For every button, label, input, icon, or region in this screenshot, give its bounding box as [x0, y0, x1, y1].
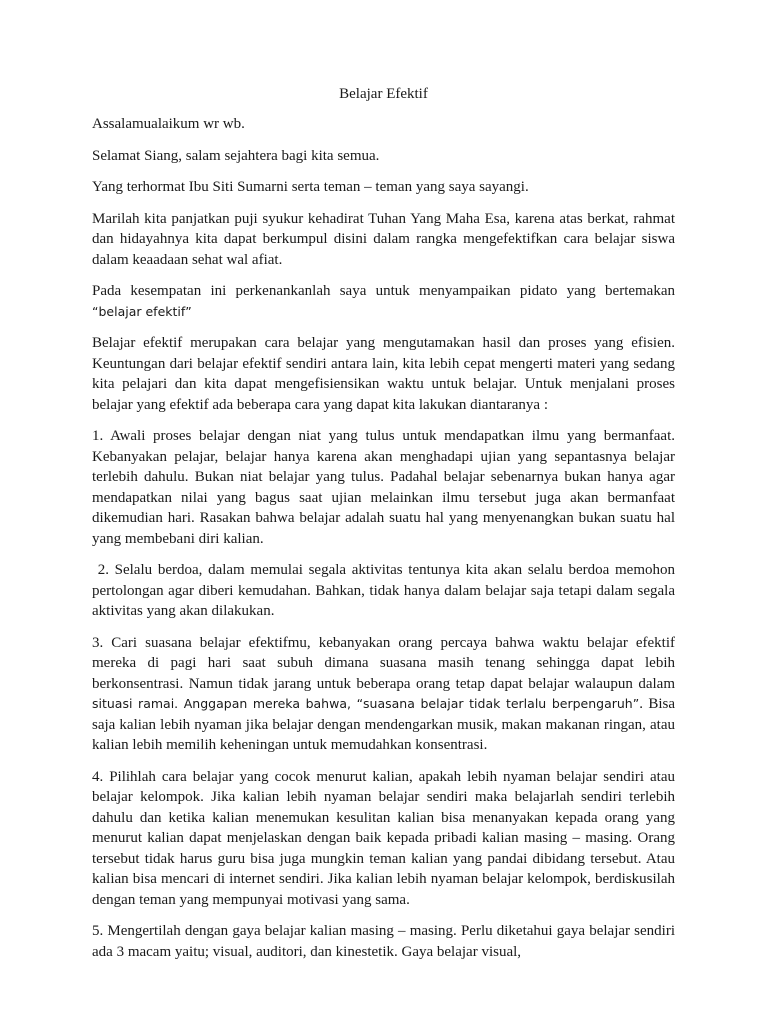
occasion-text: Pada kesempatan ini perkenankanlah saya untuk menyampaikan pidato yang bertemakan: [92, 283, 675, 299]
point-3-quote: situasi ramai. Anggapan mereka bahwa, “suasana belajar tidak terlalu berpengaruh”: [92, 696, 640, 711]
document-title: Belajar Efektif: [339, 86, 428, 102]
occasion-paragraph: [92, 281, 675, 322]
point-1-paragraph: 1. Awali proses belajar dengan niat yang tulus untuk mendapatkan ilmu yang bermanfaat. Kebanyakan pelajar, belajar hanya karena akan menghadapi ujian yang sepantasnya belajar terlebih dahulu. Bukan niat belajar yang tulus. Padahal belajar sebenarnya bukan hanya agar mendapatkan nilai yang bagus saat ujian melainkan ilmu tersebut juga akan bermanfaat dikemudian hari. Rasakan bahwa belajar adalah suatu hal yang menyenangkan bukan suatu hal yang membebani diri kalian.: [92, 428, 675, 547]
respect-paragraph: Yang terhormat Ibu Siti Sumarni serta teman – teman yang saya sayangi.: [92, 179, 529, 195]
occasion-theme: “belajar efektif”: [92, 303, 192, 319]
greeting-paragraph: Assalamualaikum wr wb.: [92, 116, 245, 132]
point-5-paragraph: 5. Mengertilah dengan gaya belajar kalian masing – masing. Perlu diketahui gaya belajar sendiri ada 3 macam yaitu; visual, auditori, dan kinestetik. Gaya belajar visual,: [92, 923, 675, 960]
salutation-paragraph: Selamat Siang, salam sejahtera bagi kita semua.: [92, 147, 380, 164]
point-2-paragraph: 2. Selalu berdoa, dalam memulai segala aktivitas tentunya kita akan selalu berdoa memohon pertolongan agar diberi kemudahan. Bahkan, tidak hanya dalam belajar saja tetapi dalam segala aktivitas yang akan dilakukan.: [92, 562, 675, 619]
definition-paragraph: Belajar efektif merupakan cara belajar yang mengutamakan hasil dan proses yang efisien. Keuntungan dari belajar efektif sendiri antara lain, kita lebih cepat mengerti materi yang sedang kita pelajari dan kita dapat mengefisiensikan waktu untuk belajar. Untuk menjalani proses belajar yang efektif ada beberapa cara yang dapat kita lakukan diantaranya :: [92, 335, 675, 413]
point-3-text-start: 3. Cari suasana belajar efektifmu, kebanyakan orang percaya bahwa waktu belajar efektif mereka di pagi hari saat subuh dimana suasana masih tenang sehingga dapat lebih berkonsentrasi. Namun tidak jarang untuk beberapa orang tetap dapat belajar walaupun dalam: [92, 634, 675, 692]
point-3-paragraph: [92, 633, 675, 756]
document-page: [92, 84, 675, 962]
opening-paragraph: Marilah kita panjatkan puji syukur kehadirat Tuhan Yang Maha Esa, karena atas berkat, rahmat dan hidayahnya kita dapat berkumpul disini dalam rangka mengefektifkan cara belajar siswa dalam keaadaan sehat wal afiat.: [92, 210, 675, 268]
point-3-text-end: . Bisa saja kalian lebih nyaman jika belajar dengan mendengarkan musik, makan makanan ringan, atau kalian lebih memilih keheningan untuk memudahkan konsentrasi.: [92, 696, 675, 753]
point-4-paragraph: 4. Pilihlah cara belajar yang cocok menurut kalian, apakah lebih nyaman belajar sendiri atau belajar kelompok. Jika kalian lebih nyaman belajar sendiri maka belajarlah sendiri terlebih dahulu dan ketika kalian menemukan kesulitan kalian bisa menanyakan kepada orang yang menurut kalian dapat menjelaskan dengan baik kepada pribadi kalian masing – masing. Orang tersebut tidak harus guru bisa juga mungkin teman kalian yang pandai dibidang tersebut. Atau kalian bisa mencari di internet sendiri. Jika kalian lebih nyaman belajar kelompok, berdiskusilah dengan teman yang mempunyai motivasi yang sama.: [92, 768, 675, 908]
